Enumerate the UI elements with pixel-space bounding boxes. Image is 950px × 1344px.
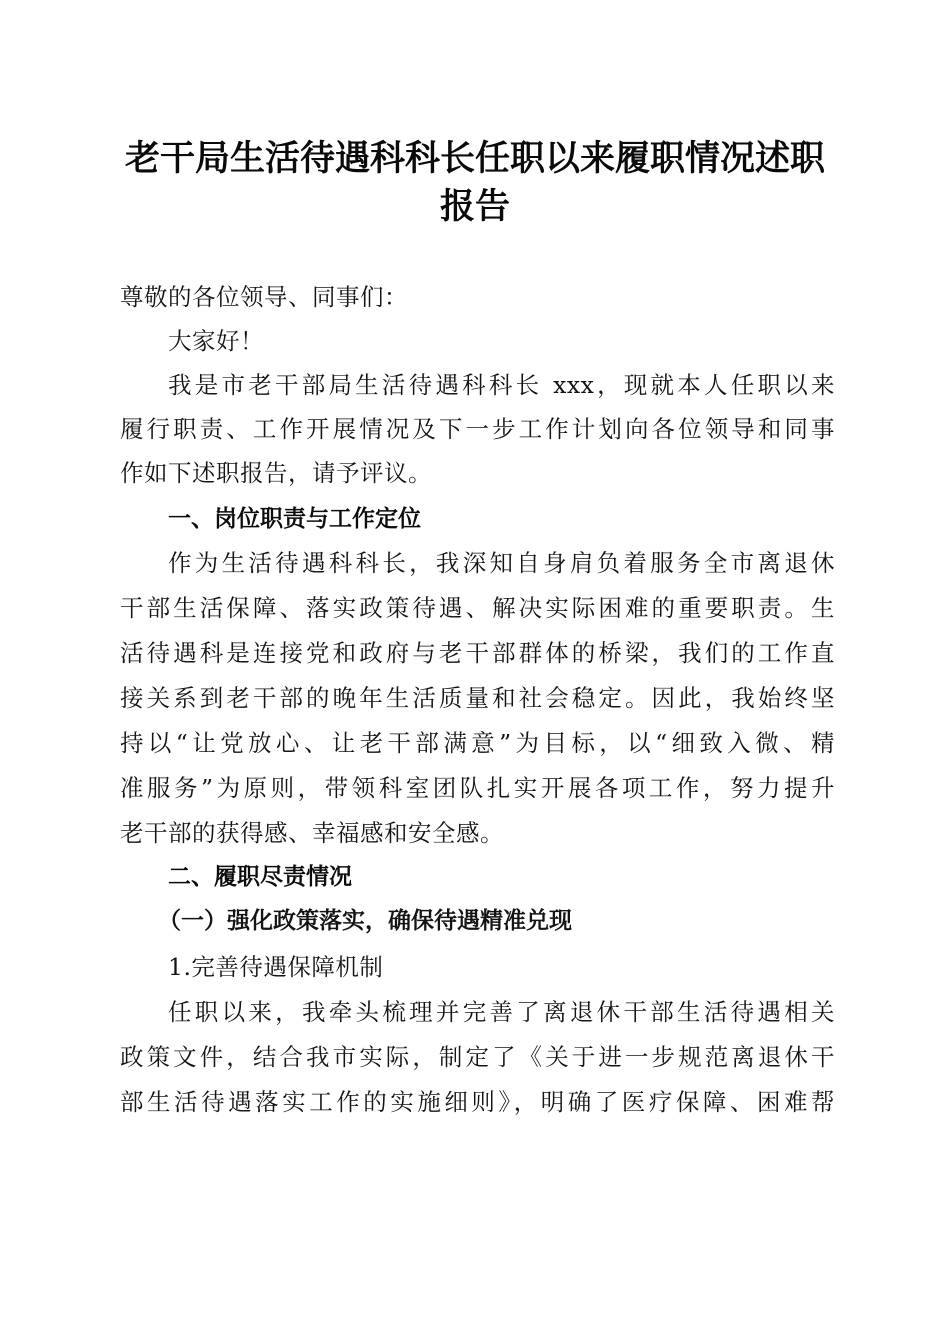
- salutation: 尊敬的各位领导、同事们：: [120, 283, 408, 311]
- section-2-item-1-line-2: 政策文件，结合我市实际，制定了《关于进一步规范离退休干: [120, 1043, 835, 1071]
- section-1-line-7: 老干部的获得感、幸福感和安全感。: [120, 819, 504, 847]
- intro-line-1: 我是市老干部局生活待遇科科长 xxx，现就本人任职以来: [168, 371, 835, 399]
- section-1-line-2: 干部生活保障、落实政策待遇、解决实际困难的重要职责。生: [120, 594, 835, 622]
- section-2-heading: 二、履职尽责情况: [168, 864, 352, 890]
- section-2-item-1-line-3: 部生活待遇落实工作的实施细则》，明确了医疗保障、困难帮: [120, 1088, 835, 1116]
- section-2-item-1-line-1: 任职以来，我牵头梳理并完善了离退休干部生活待遇相关: [168, 998, 835, 1026]
- section-1-heading: 一、岗位职责与工作定位: [168, 506, 421, 532]
- section-1-line-6: 准服务”为原则，带领科室团队扎实开展各项工作，努力提升: [120, 774, 835, 802]
- intro-line-3: 作如下述职报告，请予评议。: [120, 459, 432, 487]
- section-1-line-3: 活待遇科是连接党和政府与老干部群体的桥梁，我们的工作直: [120, 639, 835, 667]
- section-1-line-5: 持以“让党放心、让老干部满意”为目标，以“细致入微、精: [120, 729, 835, 757]
- document-title-line-2: 报告: [439, 186, 510, 227]
- document-title-line-1: 老干局生活待遇科科长任职以来履职情况述职: [124, 138, 825, 179]
- section-1-line-4: 接关系到老干部的晚年生活质量和社会稳定。因此，我始终坚: [120, 684, 835, 712]
- section-1-line-1: 作为生活待遇科科长，我深知自身肩负着服务全市离退休: [168, 549, 835, 577]
- section-2-item-1-heading: 1.完善待遇保障机制: [168, 953, 384, 981]
- section-2-subheading-1: （一）强化政策落实，确保待遇精准兑现: [158, 907, 572, 934]
- intro-line-2: 履行职责、工作开展情况及下一步工作计划向各位领导和同事: [120, 415, 835, 443]
- greeting: 大家好！: [168, 327, 264, 355]
